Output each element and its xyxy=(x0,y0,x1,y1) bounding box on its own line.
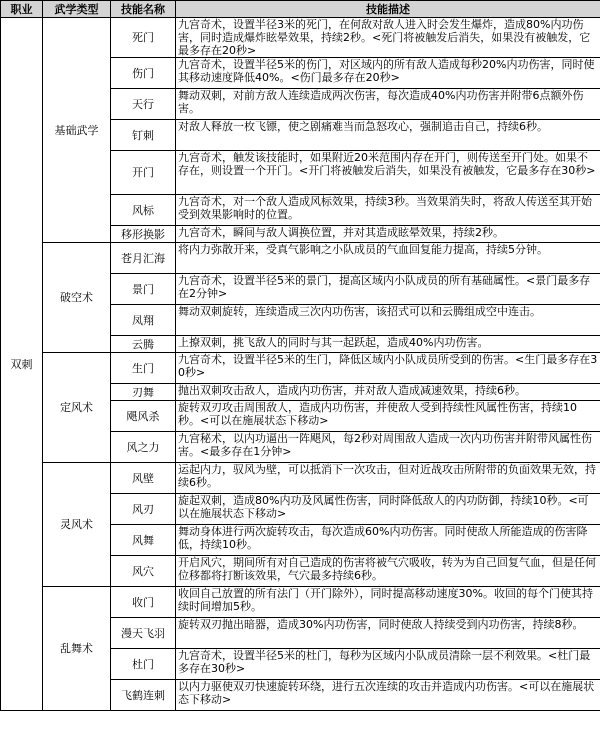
category-cell: 破空术 xyxy=(43,243,111,353)
skill-description: 开启风穴，期间所有对自己造成的伤害将被气穴吸收，转为为自己回复气血，但是任何位移都将打断该效果，气穴最多持续6秒。 xyxy=(176,556,600,587)
skill-description: 九宫奇术，触发该技能时，如果附近20米范围内存在开门，则传送至开门处。如果不存在，则设置一个开门。<开门将被触发后消失，如果没有被触发，它最多存在30秒> xyxy=(176,151,600,195)
skill-name: 风之力 xyxy=(111,432,176,463)
table-row xyxy=(1,353,600,384)
table-row xyxy=(1,18,600,58)
skill-name: 移形换影 xyxy=(111,226,176,243)
skill-description: 上撩双刺，挑飞敌人的同时与其一起跃起，造成40%内功伤害。 xyxy=(176,336,600,353)
skill-name: 飞鹤连刺 xyxy=(111,680,176,711)
table-row xyxy=(1,463,600,494)
skill-description: 运起内力，驭风为壁，可以抵消下一次攻击，但对近战攻击所附带的负面效果无效，持续6秒。 xyxy=(176,463,600,494)
skill-name: 云腾 xyxy=(111,336,176,353)
skill-description: 舞动身体进行两次旋转攻击，每次造成60%内功伤害。同时使敌人所能造成的伤害降低，持续10秒。 xyxy=(176,525,600,556)
skill-description: 将内力弥散开来，受真气影响之小队成员的气血回复能力提高，持续5分钟。 xyxy=(176,243,600,274)
skill-description: 旋起双刺，造成80%内功及风属性伤害，同时降低敌人的内功防御，持续10秒。<可以在施展状态下移动> xyxy=(176,494,600,525)
skill-description: 收回自己放置的所有法门（开门除外），同时提高移动速度30%。收回的每个门使其持续时间增加5秒。 xyxy=(176,587,600,618)
job-cell: 双刺 xyxy=(1,18,43,711)
skill-description: 旋转双刃抛出暗器，造成30%内功伤害，同时使敌人持续受到内功伤害，持续8秒。 xyxy=(176,618,600,649)
header-row xyxy=(1,1,600,18)
header-skill: 技能名称 xyxy=(111,1,176,18)
category-cell: 基础武学 xyxy=(43,18,111,243)
skill-name: 漫天飞羽 xyxy=(111,618,176,649)
skill-name: 伤门 xyxy=(111,58,176,89)
skill-name: 风壁 xyxy=(111,463,176,494)
skill-name: 景门 xyxy=(111,274,176,305)
skill-name: 苍月汇海 xyxy=(111,243,176,274)
skill-description: 舞动双刺，对前方敌人连续造成两次伤害，每次造成40%内功伤害并附带6点额外伤害。 xyxy=(176,89,600,120)
skill-name: 风舞 xyxy=(111,525,176,556)
skill-description: 九宫秘术，以内功逼出一阵飓风，每2秒对周围敌人造成一次内功伤害并附带风属性伤害。<最多存在1分钟> xyxy=(176,432,600,463)
category-cell: 乱舞术 xyxy=(43,587,111,711)
skill-name: 风刃 xyxy=(111,494,176,525)
skill-name: 开门 xyxy=(111,151,176,195)
skill-description: 九宫奇术，设置半径3米的死门，在何敌对敌人进入时会发生爆炸，造成80%内功伤害，同时造成爆炸眩晕效果，持续2秒。<死门将被触发后消失，如果没有被触发，它最多存在20秒> xyxy=(176,18,600,58)
skill-description: 对敌人释放一枚飞镖，使之剧痛难当而急怒攻心，强制追击自己，持续6秒。 xyxy=(176,120,600,151)
skill-description: 九宫奇术，设置半径5米的生门，降低区域内小队成员所受到的伤害。<生门最多存在30秒> xyxy=(176,353,600,384)
table-row xyxy=(1,587,600,618)
table-row xyxy=(1,243,600,274)
skill-name: 天行 xyxy=(111,89,176,120)
category-cell: 灵风术 xyxy=(43,463,111,587)
skill-description: 九宫奇术，设置半径5米的杜门，每秒为区域内小队成员清除一层不利效果。<杜门最多存在30秒> xyxy=(176,649,600,680)
skill-name: 生门 xyxy=(111,353,176,384)
skill-name: 钉刺 xyxy=(111,120,176,151)
skill-description: 九宫奇术，设置半径5米的景门，提高区域内小队成员的所有基础属性。<景门最多存在2分钟> xyxy=(176,274,600,305)
skill-description: 旋转双刃攻击周围敌人，造成内功伤害，并使敌人受到持续性风属性伤害，持续10秒。<可以在施展状态下移动> xyxy=(176,401,600,432)
skill-name: 刃舞 xyxy=(111,384,176,401)
header-description: 技能描述 xyxy=(176,1,600,18)
skill-name: 杜门 xyxy=(111,649,176,680)
skill-name: 风标 xyxy=(111,195,176,226)
category-cell: 定风术 xyxy=(43,353,111,463)
header-job: 职业 xyxy=(1,1,43,18)
skill-name: 凤翔 xyxy=(111,305,176,336)
skill-name: 收门 xyxy=(111,587,176,618)
skill-name: 飓风杀 xyxy=(111,401,176,432)
skill-description: 九宫奇术，瞬间与敌人调换位置，并对其造成眩晕效果，持续2秒。 xyxy=(176,226,600,243)
skill-description: 以内力驱使双刃快速旋转环绕，进行五次连续的攻击并造成内功伤害。<可以在施展状态下移动> xyxy=(176,680,600,711)
skill-description: 九宫奇术，对一个敌人造成风标效果，持续3秒。当效果消失时，将敌人传送至其开始受到效果影响时的位置。 xyxy=(176,195,600,226)
skill-description: 九宫奇术，设置半径5米的伤门，对区域内的所有敌人造成每秒20%内功伤害，同时使其移动速度降低40%。<伤门最多存在20秒> xyxy=(176,58,600,89)
skill-description: 舞动双刺旋转，连续造成三次内功伤害，该招式可以和云腾组成空中连击。 xyxy=(176,305,600,336)
skill-name: 死门 xyxy=(111,18,176,58)
skill-description: 抛出双刺攻击敌人，造成内功伤害，并对敌人造成减速效果，持续6秒。 xyxy=(176,384,600,401)
skill-name: 风穴 xyxy=(111,556,176,587)
header-category: 武学类型 xyxy=(43,1,111,18)
